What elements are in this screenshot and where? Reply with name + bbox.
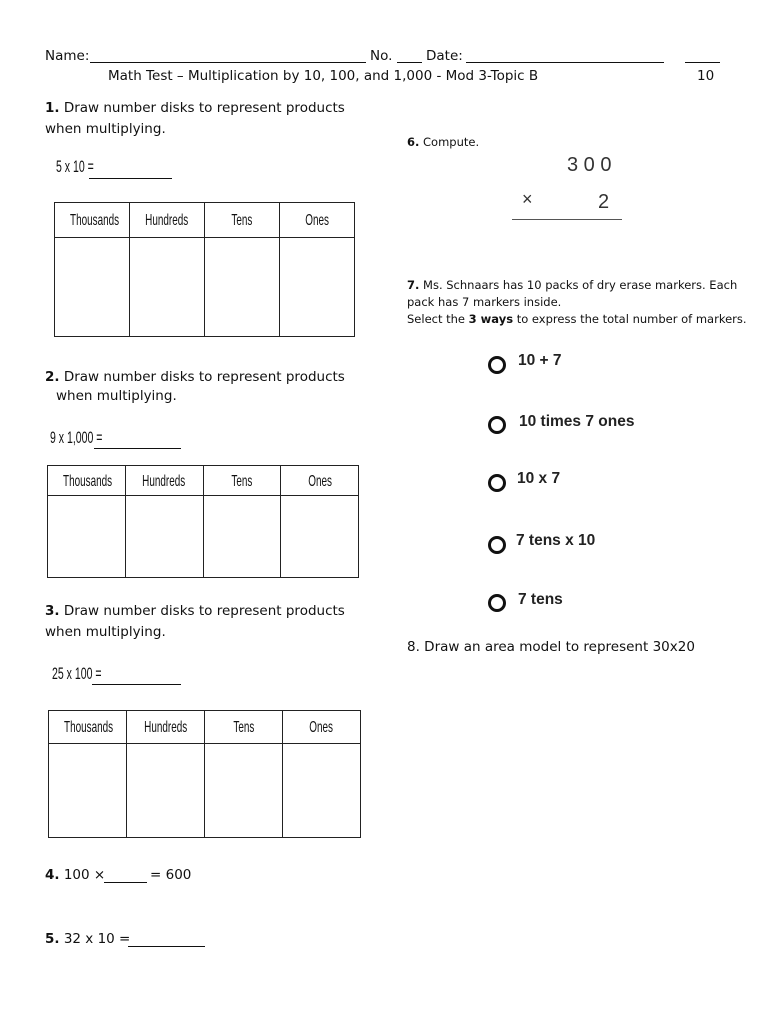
date-label: Date: — [426, 48, 463, 64]
q2-text-line1: Draw number disks to represent products — [63, 369, 345, 385]
q1-header-thousands: Thousands — [55, 203, 130, 238]
q1-cell-tens[interactable] — [205, 238, 280, 337]
q6-label: Compute. — [423, 135, 480, 149]
q7-option-4-label: 7 tens x 10 — [516, 532, 596, 549]
q3-text-line1: Draw number disks to represent products — [63, 603, 345, 619]
q3-cell-hundreds[interactable] — [127, 744, 205, 838]
q8-area-model-workspace[interactable] — [407, 665, 727, 995]
q5-text: 32 x 10 = — [63, 931, 131, 947]
q2-text-line2: when multiplying. — [56, 388, 177, 404]
q2-place-value-chart — [47, 465, 359, 578]
q2-number: 2. — [45, 369, 60, 385]
q1-cell-ones[interactable] — [280, 238, 355, 337]
q3-header-hundreds: Hundreds — [127, 711, 205, 744]
q3-header-ones: Ones — [283, 711, 361, 744]
q3-text-line2: when multiplying. — [45, 624, 166, 640]
q3-number: 3. — [45, 603, 60, 619]
q1-cell-thousands[interactable] — [55, 238, 130, 337]
q7-option-2-label: 10 times 7 ones — [519, 413, 635, 430]
q1-header-tens: Tens — [205, 203, 280, 238]
q2-cell-hundreds[interactable] — [125, 496, 203, 578]
q5-answer-blank[interactable] — [128, 934, 205, 947]
q3-header-thousands: Thousands — [49, 711, 127, 744]
q5-number: 5. — [45, 931, 60, 947]
q7-line1-text: Ms. Schnaars has 10 packs of dry erase markers. Each — [423, 278, 738, 292]
q1-number: 1. — [45, 100, 60, 116]
q6-operator: × — [522, 189, 533, 209]
q1-cell-hundreds[interactable] — [130, 238, 205, 337]
q7-option-2-radio[interactable] — [488, 416, 506, 434]
q6-top-number: 3 0 0 — [567, 154, 612, 176]
q2-expression: 9 x 1,000 = — [50, 428, 103, 447]
q7-number: 7. — [407, 278, 420, 292]
q4-answer-blank[interactable] — [104, 870, 147, 883]
q2-header-tens: Tens — [203, 466, 281, 496]
q3-cell-thousands[interactable] — [49, 744, 127, 838]
q1-prompt — [45, 100, 345, 116]
q2-answer-blank[interactable] — [94, 436, 181, 449]
q7-option-1-radio[interactable] — [488, 356, 506, 374]
score-total: 10 — [697, 68, 715, 84]
name-label: Name: — [45, 48, 90, 64]
q1-text-line1: Draw number disks to represent products — [63, 100, 345, 116]
q1-text-line2: when multiplying. — [45, 121, 166, 137]
number-label: No. — [370, 48, 393, 64]
q3-cell-tens[interactable] — [205, 744, 283, 838]
q7-line3-bold: 3 ways — [468, 312, 514, 326]
q4-right: = 600 — [150, 867, 192, 883]
q2-prompt — [45, 369, 345, 385]
q7-line2: pack has 7 markers inside. — [407, 295, 562, 309]
q2-header-hundreds: Hundreds — [125, 466, 203, 496]
q4-number: 4. — [45, 867, 60, 883]
q3-expression: 25 x 100 = — [52, 664, 102, 683]
q1-header-hundreds: Hundreds — [130, 203, 205, 238]
q2-cell-tens[interactable] — [203, 496, 281, 578]
q2-cell-thousands[interactable] — [48, 496, 126, 578]
q2-header-thousands: Thousands — [48, 466, 126, 496]
q3-prompt — [45, 603, 345, 619]
q7-line3-pre: Select the — [407, 312, 466, 326]
q6-prompt — [407, 135, 479, 149]
q3-answer-blank[interactable] — [92, 672, 181, 685]
q4-prompt — [45, 867, 105, 883]
q8-prompt: 8. Draw an area model to represent 30x20 — [407, 639, 695, 655]
q3-place-value-chart — [48, 710, 361, 838]
q6-bottom-number: 2 — [598, 191, 610, 213]
q7-option-3-radio[interactable] — [488, 474, 506, 492]
q5-prompt — [45, 931, 130, 947]
q6-number: 6. — [407, 135, 420, 149]
q4-left: 100 × — [63, 867, 106, 883]
q7-line3-post: to express the total number of markers. — [516, 312, 747, 326]
q7-option-5-label: 7 tens — [518, 591, 563, 608]
q1-answer-blank[interactable] — [89, 166, 172, 179]
q1-expression: 5 x 10 = — [56, 157, 94, 176]
q2-cell-ones[interactable] — [281, 496, 359, 578]
q7-option-4-radio[interactable] — [488, 536, 506, 554]
q3-cell-ones[interactable] — [283, 744, 361, 838]
q2-header-ones: Ones — [281, 466, 359, 496]
q7-option-5-radio[interactable] — [488, 594, 506, 612]
page-title: Math Test – Multiplication by 10, 100, and 1,000 - Mod 3-Topic B — [108, 68, 539, 84]
q7-line1 — [407, 278, 737, 292]
q1-header-ones: Ones — [280, 203, 355, 238]
q7-line3 — [407, 312, 747, 326]
q7-option-3-label: 10 x 7 — [517, 470, 561, 487]
q7-option-1-label: 10 + 7 — [518, 352, 562, 369]
date-blank[interactable] — [466, 50, 664, 63]
name-blank[interactable] — [90, 50, 366, 63]
q3-header-tens: Tens — [205, 711, 283, 744]
q6-answer-line — [512, 219, 622, 220]
q1-place-value-chart — [54, 202, 355, 337]
number-blank[interactable] — [397, 50, 422, 63]
score-blank[interactable] — [685, 50, 720, 63]
